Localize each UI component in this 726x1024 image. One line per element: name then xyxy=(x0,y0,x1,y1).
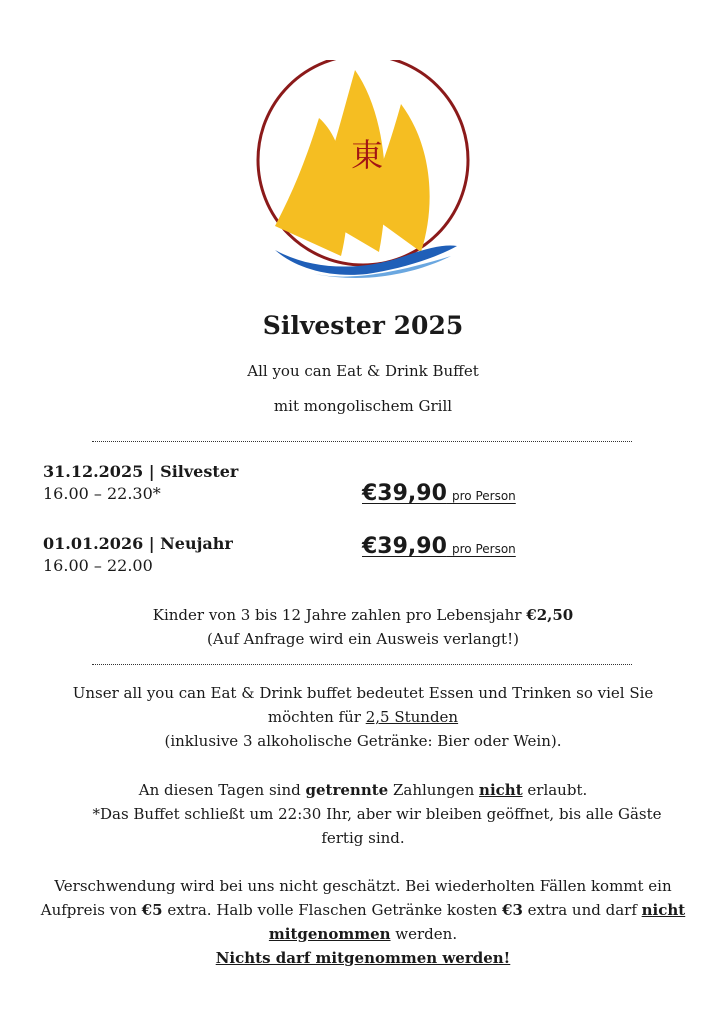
event-price-neujahr xyxy=(362,534,516,559)
event-time: 16.00 – 22.30* xyxy=(43,484,161,503)
waste-policy xyxy=(30,874,696,970)
logo-glyph: 東 xyxy=(350,136,384,174)
closing-note: *Das Buffet schließt um 22:30 Ihr, aber wir bleiben geöffnet, bis alle Gäste xyxy=(92,805,662,823)
price-unit: pro Person xyxy=(452,489,516,503)
price-amount: €39,90 xyxy=(362,534,447,559)
payment-text: Zahlungen xyxy=(388,781,480,799)
buffet-info-line: möchten für xyxy=(267,708,366,726)
waste-text: extra. Halb volle Flaschen Getränke kosten xyxy=(162,901,503,919)
payment-emphasis: getrennte xyxy=(305,781,389,799)
subtitle-grill: mit mongolischem Grill xyxy=(273,397,453,415)
price-amount: €39,90 xyxy=(362,481,447,506)
payment-info xyxy=(30,778,696,850)
payment-emphasis: nicht xyxy=(479,781,523,799)
buffet-info-line: (inklusive 3 alkoholische Getränke: Bier oder Wein). xyxy=(164,732,562,750)
event-time: 16.00 – 22.00 xyxy=(43,556,153,575)
subtitle-buffet: All you can Eat & Drink Buffet xyxy=(247,362,479,380)
waste-emphasis: mitgenommen xyxy=(268,925,391,943)
kids-text: Kinder von 3 bis 12 Jahre zahlen pro Lebensjahr xyxy=(152,606,527,624)
buffet-info-line: Unser all you can Eat & Drink buffet bedeutet Essen und Trinken so viel Sie xyxy=(72,684,654,702)
event-silvester xyxy=(43,461,238,505)
payment-text: erlaubt. xyxy=(522,781,588,799)
buffet-info xyxy=(30,681,696,753)
restaurant-logo xyxy=(255,60,477,282)
waste-emphasis: nicht xyxy=(641,901,686,919)
waste-fee: €5 xyxy=(141,901,163,919)
event-date-label: 31.12.2025 | Silvester xyxy=(43,462,239,481)
kids-price: €2,50 xyxy=(526,606,574,624)
price-unit: pro Person xyxy=(452,542,516,556)
page-title: Silvester 2025 xyxy=(262,311,464,340)
kids-pricing xyxy=(30,603,696,651)
waste-line: Verschwendung wird bei uns nicht geschätzt. Bei wiederholten Fällen kommt ein xyxy=(54,877,672,895)
final-notice: Nichts darf mitgenommen werden! xyxy=(215,949,511,967)
kids-note: (Auf Anfrage wird ein Ausweis verlangt!) xyxy=(207,630,519,648)
logo-wave-1 xyxy=(275,245,457,274)
event-date-label: 01.01.2026 | Neujahr xyxy=(43,534,233,553)
buffet-duration: 2,5 Stunden xyxy=(365,708,459,726)
waste-text: werden. xyxy=(390,925,458,943)
event-price-silvester xyxy=(362,481,516,506)
divider-bottom xyxy=(92,664,632,665)
payment-text: An diesen Tagen sind xyxy=(138,781,306,799)
closing-note: fertig sind. xyxy=(321,829,405,847)
waste-text: extra und darf xyxy=(522,901,642,919)
waste-fee: €3 xyxy=(502,901,523,919)
event-neujahr xyxy=(43,533,233,577)
divider-top xyxy=(92,441,632,442)
waste-text: Aufpreis von xyxy=(40,901,142,919)
